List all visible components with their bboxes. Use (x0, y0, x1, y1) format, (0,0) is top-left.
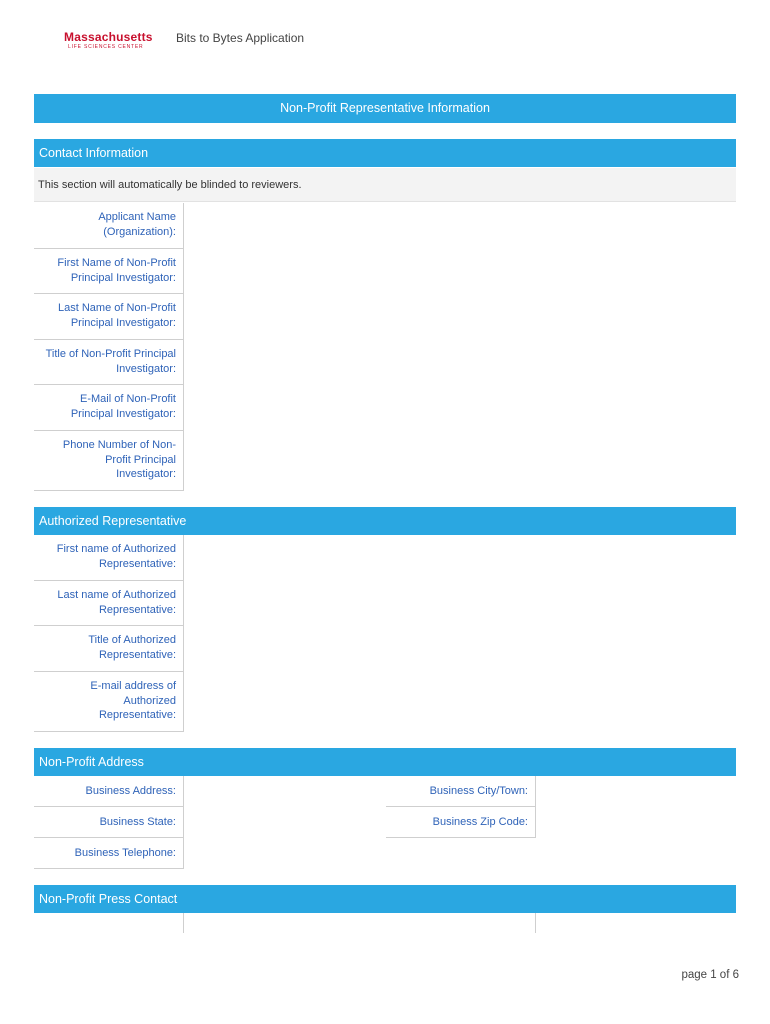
field-label-rep-title: Title of Authorized Representative: (34, 626, 183, 672)
app-title: Bits to Bytes Application (176, 31, 305, 45)
field-label-pi-title: Title of Non-Profit Principal Investigator: (34, 340, 183, 385)
field-label-rep-email: E-mail address of Authorized Representative: (34, 672, 183, 732)
section-header-press: Non-Profit Press Contact (34, 885, 736, 913)
section-header-address: Non-Profit Address (34, 748, 736, 776)
section-header-contact: Contact Information (34, 139, 736, 167)
field-label-business-city: Business City/Town: (386, 776, 536, 807)
contact-labels (34, 203, 184, 491)
field-label-pi-email: E-Mail of Non-Profit Principal Investigator: (34, 385, 183, 431)
mlsc-logo (64, 30, 164, 54)
field-label-pi-phone: Phone Number of Non-Profit Principal Investigator: (34, 431, 183, 491)
table-divider (183, 913, 184, 933)
field-label-pi-first-name: First Name of Non-Profit Principal Investigator: (34, 249, 183, 294)
field-label-pi-last-name: Last Name of Non-Profit Principal Investigator: (34, 294, 183, 340)
field-label-rep-first-name: First name of Authorized Representative: (34, 535, 183, 581)
field-label-business-telephone: Business Telephone: (34, 838, 184, 869)
logo-subtext: LIFE SCIENCES CENTER (68, 44, 144, 50)
field-label-rep-last-name: Last name of Authorized Representative: (34, 581, 183, 626)
blinded-note: This section will automatically be blinded to reviewers. (34, 168, 736, 202)
field-label-business-state: Business State: (34, 807, 184, 838)
field-label-business-zip: Business Zip Code: (386, 807, 536, 838)
authorized-labels (34, 535, 184, 732)
page-title: Non-Profit Representative Information (34, 94, 736, 123)
table-divider (535, 913, 536, 933)
field-label-applicant-name: Applicant Name (Organization): (34, 203, 183, 249)
section-header-authorized: Authorized Representative (34, 507, 736, 535)
page-indicator: page 1 of 6 (681, 969, 739, 981)
page-header (64, 28, 364, 58)
field-label-business-address: Business Address: (34, 776, 184, 807)
logo-text: Massachusetts (64, 30, 153, 44)
